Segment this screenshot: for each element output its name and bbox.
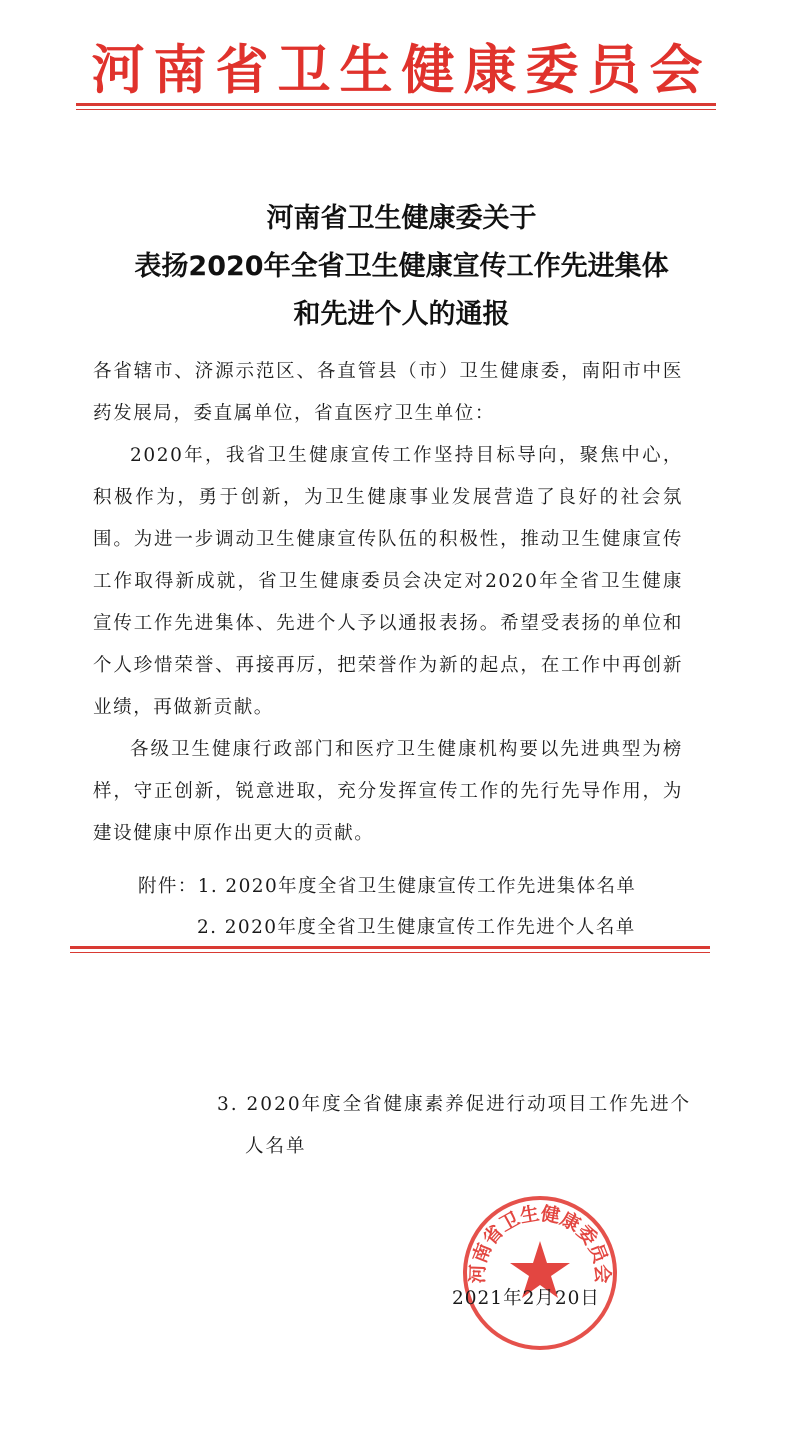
paragraph-2: 各级卫生健康行政部门和医疗卫生健康机构要以先进典型为榜样，守正创新，锐意进取，充分发挥宣传工作的先行先导作用，为建设健康中原作出更大的贡献。	[93, 739, 683, 844]
attachment-item-1	[138, 872, 636, 898]
paragraph-1: 2020年，我省卫生健康宣传工作坚持目标导向，聚焦中心，积极作为，勇于创新，为卫生健康事业发展营造了良好的社会氛围。为进一步调动卫生健康宣传队伍的积极性，推动卫生健康宣传工作取得新成就，省卫生健康委员会决定对2020年全省卫生健康宣传工作先进集体、先进个人予以通报表扬。希望受表扬的单位和个人珍惜荣誉、再接再厉，把荣誉作为新的起点，在工作中再创新业绩，再做新贡献。	[93, 445, 683, 718]
masthead-rule-thin	[76, 109, 716, 110]
doc-title-line-3: 和先进个人的通报	[293, 299, 510, 330]
document-body	[93, 351, 683, 855]
attachment-item-3-line-2: 人名单	[245, 1136, 307, 1157]
masthead-title: 河南省卫生健康委员会	[91, 40, 712, 101]
masthead-rule-thick	[76, 103, 716, 106]
seal-text: 河南省卫生健康委员会	[466, 1202, 614, 1284]
issue-date: 2021年2月20日	[452, 1288, 600, 1309]
attachment-item-3	[217, 1084, 697, 1168]
attachment-item-1-text: 1. 2020年度全省卫生健康宣传工作先进集体名单	[197, 876, 637, 897]
attachment-prefix: 附件：	[138, 876, 198, 897]
attachment-item-2: 2. 2020年度全省卫生健康宣传工作先进个人名单	[197, 917, 636, 938]
page-bottom-rule-thin	[70, 952, 710, 953]
doc-title-line-2: 表扬2020年全省卫生健康宣传工作先进集体	[134, 251, 669, 282]
doc-title-line-1: 河南省卫生健康委关于	[266, 203, 537, 234]
attachment-item-3-line-1: 3. 2020年度全省健康素养促进行动项目工作先进个	[217, 1094, 692, 1115]
addressee: 各省辖市、济源示范区、各直管县（市）卫生健康委，南阳市中医药发展局，委直属单位，省直医疗卫生单位：	[93, 361, 683, 424]
official-seal	[460, 1193, 620, 1353]
page-bottom-rule-thick	[70, 946, 710, 949]
